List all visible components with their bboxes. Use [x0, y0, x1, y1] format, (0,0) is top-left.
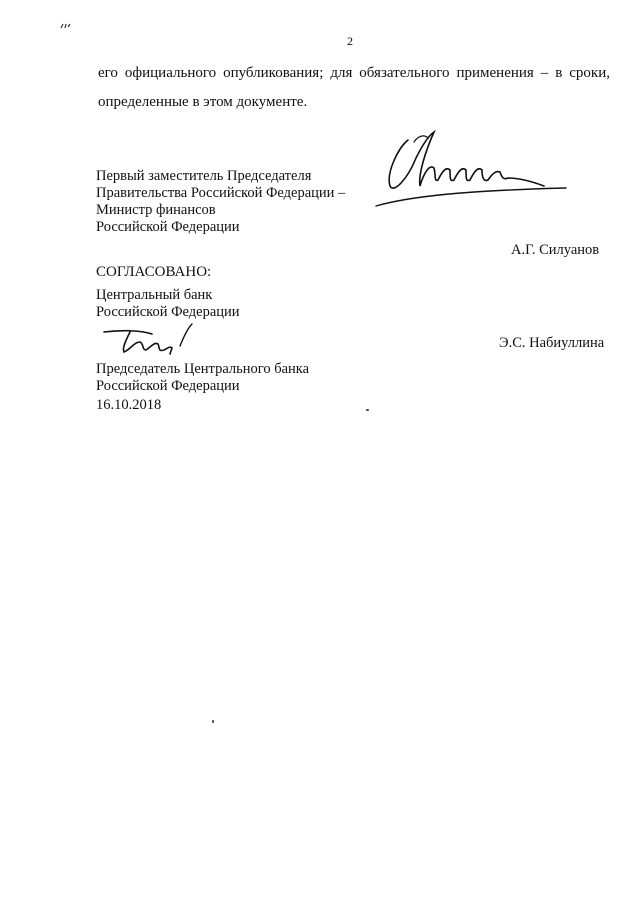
- page-number: 2: [347, 34, 353, 48]
- approval-position: [96, 361, 309, 395]
- body-text-line-2: определенные в этом документе.: [98, 94, 308, 110]
- position-line: Председатель Центрального банка: [96, 361, 310, 377]
- organization-line: Центральный банк: [96, 287, 213, 303]
- signatory-title: [96, 168, 345, 236]
- scan-speck: [212, 720, 214, 723]
- signatory-name: А.Г. Силуанов: [511, 242, 600, 258]
- scan-artifact: [60, 22, 72, 30]
- scan-speck: [366, 409, 369, 411]
- signatory-title-line: Министр финансов: [96, 202, 216, 218]
- signature-siluanov: [368, 128, 578, 218]
- position-line: Российской Федерации: [96, 378, 240, 394]
- signatory-title-line: Российской Федерации: [96, 219, 240, 235]
- approval-date: 16.10.2018: [96, 397, 162, 413]
- approval-heading: СОГЛАСОВАНО:: [96, 264, 212, 280]
- approval-organization: [96, 287, 240, 321]
- body-text-line-1: его официального опубликования; для обязательного применения – в сроки,: [98, 65, 610, 81]
- organization-line: Российской Федерации: [96, 304, 240, 320]
- signature-nabiullina: [100, 318, 200, 360]
- approval-name: Э.С. Набиуллина: [499, 335, 605, 351]
- signatory-title-line: Правительства Российской Федерации –: [96, 185, 346, 201]
- signatory-title-line: Первый заместитель Председателя: [96, 168, 312, 184]
